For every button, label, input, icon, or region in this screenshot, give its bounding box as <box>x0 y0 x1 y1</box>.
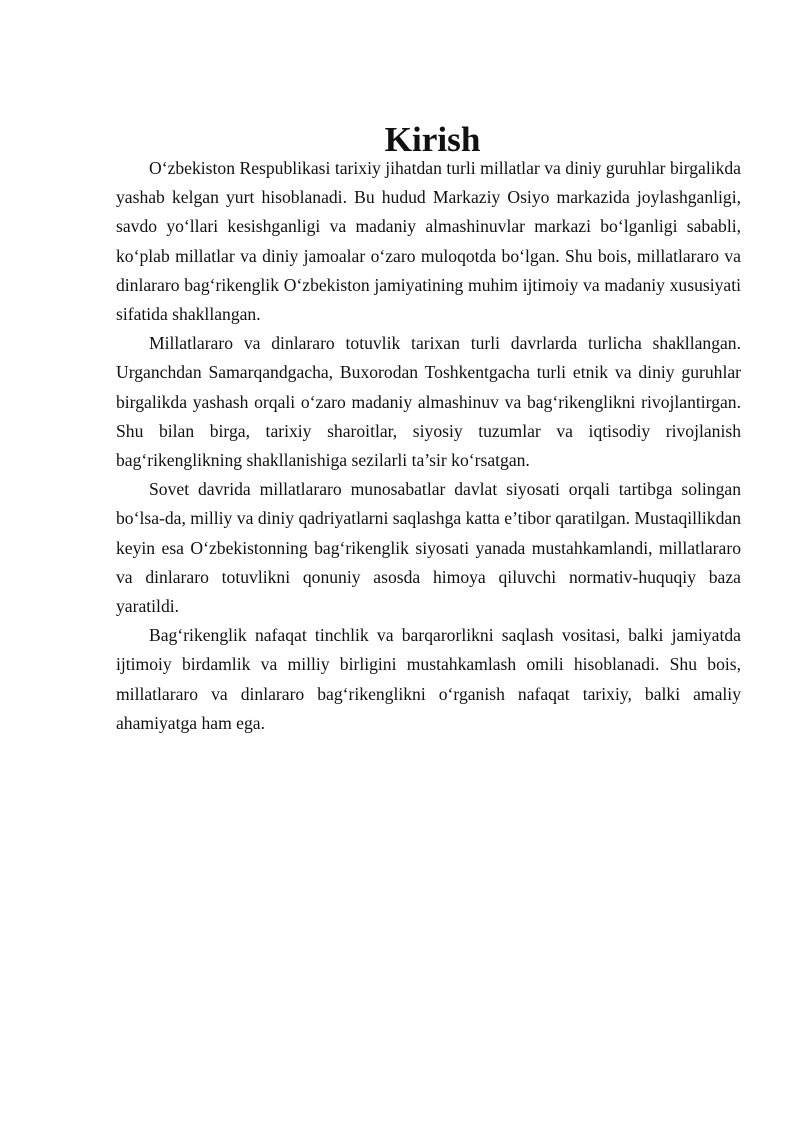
document-body <box>116 120 741 738</box>
paragraph-4: Bag‘rikenglik nafaqat tinchlik va barqarorlikni saqlash vositasi, balki jamiyatda ijtimoiy birdamlik va milliy birligini mustahkamlash omili hisoblanadi. Shu bois, millatlararo va dinlararo bag‘rikenglikni o‘rganish nafaqat tarixiy, balki amaliy ahamiyatga ham ega. <box>116 625 741 733</box>
section-title: Kirish <box>384 120 481 159</box>
paragraph-2: Millatlararo va dinlararo totuvlik tarixan turli davrlarda turlicha shakllangan. Urganchdan Samarqandgacha, Buxorodan Toshkentgacha turli etnik va diniy guruhlar birgalikda yashash orqali o‘zaro madaniy almashinuv va bag‘rikenglikni rivojlantirgan. Shu bilan birga, tarixiy sharoitlar, siyosiy tuzumlar va iqtisodiy rivojlanish bag‘rikenglikning shakllanishiga sezilarli ta’sir ko‘rsatgan. <box>116 333 741 471</box>
paragraph-3: Sovet davrida millatlararo munosabatlar davlat siyosati orqali tartibga solingan bo‘lsa-da, milliy va diniy qadriyatlarni saqlashga katta e’tibor qaratilgan. Mustaqillikdan keyin esa O‘zbekistonning bag‘rikenglik siyosati yanada mustahkamlandi, millatlararo va dinlararo totuvlikni qonuniy asosda himoya qiluvchi normativ-huquqiy baza yaratildi. <box>116 479 741 617</box>
paragraph-1: O‘zbekiston Respublikasi tarixiy jihatdan turli millatlar va diniy guruhlar birgalikda yashab kelgan yurt hisoblanadi. Bu hudud Markaziy Osiyo markazida joylashganligi, savdo yo‘llari kesishganligi va madaniy almashinuvlar markazi bo‘lganligi sababli, ko‘plab millatlar va diniy jamoalar o‘zaro muloqotda bo‘lgan. Shu bois, millatlararo va dinlararo bag‘rikenglik O‘zbekiston jamiyatining muhim ijtimoiy va madaniy xususiyati sifatida shakllangan. <box>116 158 741 325</box>
